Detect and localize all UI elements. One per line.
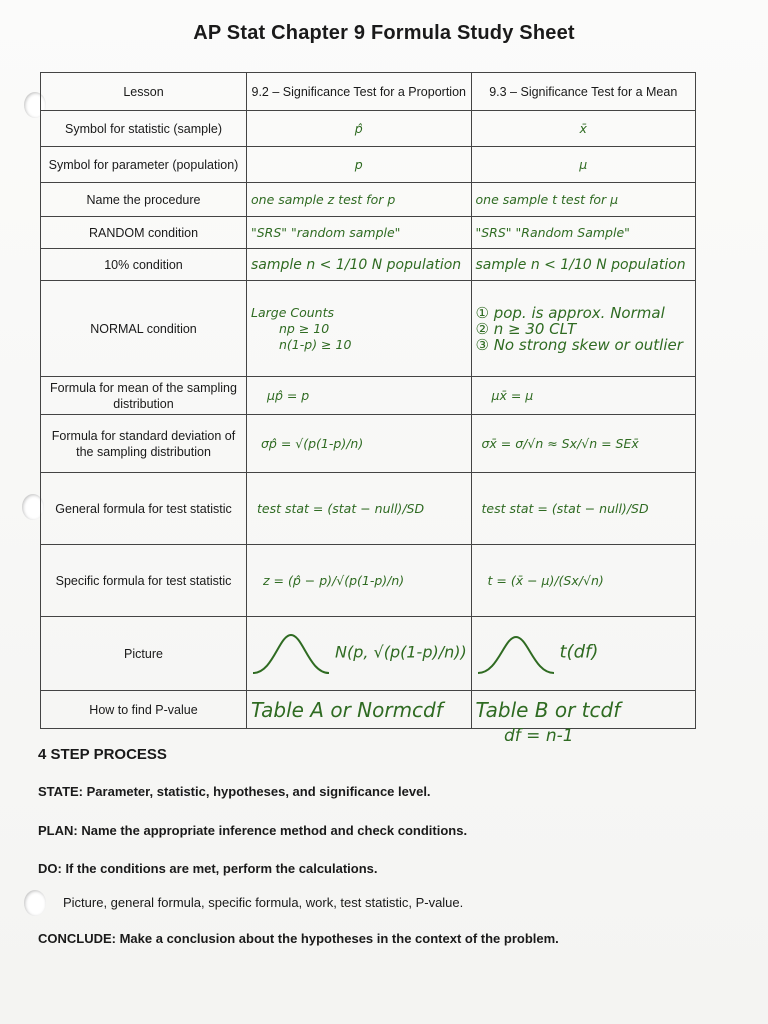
prop-mean-formula: μp̂ = p xyxy=(247,377,472,415)
t-curve-icon xyxy=(476,631,556,677)
step-do: DO: If the conditions are met, perform the calculations. xyxy=(38,861,378,876)
table-row xyxy=(41,691,696,729)
mean-statistic-symbol: x̄ xyxy=(471,111,696,147)
mean-random-condition: "SRS" "Random Sample" xyxy=(471,217,696,249)
header-lesson: Lesson xyxy=(41,73,247,111)
header-mean: 9.3 – Significance Test for a Mean xyxy=(471,73,696,111)
row-label: How to find P-value xyxy=(41,691,247,729)
step-state: STATE: Parameter, statistic, hypotheses, and significance level. xyxy=(38,784,431,799)
punch-hole xyxy=(24,890,46,916)
prop-specific-test-statistic: z = (p̂ − p)/√(p(1-p)/n) xyxy=(247,545,472,617)
mean-procedure: one sample t test for μ xyxy=(471,183,696,217)
row-label: Picture xyxy=(41,617,247,691)
mean-sd-formula: σx̄ = σ/√n ≈ Sx/√n = SEx̄ xyxy=(471,415,696,473)
table-row xyxy=(41,377,696,415)
table-row xyxy=(41,415,696,473)
normal-line: ② n ≥ 30 CLT xyxy=(475,319,577,338)
table-row xyxy=(41,111,696,147)
prop-parameter-symbol: p xyxy=(247,147,472,183)
normal-line: Large Counts xyxy=(251,304,334,320)
mean-parameter-symbol: μ xyxy=(471,147,696,183)
row-label: 10% condition xyxy=(41,249,247,281)
mean-10-percent-condition: sample n < 1/10 N population xyxy=(471,249,696,281)
mean-picture-label: t(df) xyxy=(559,641,599,662)
normal-line: np ≥ 10 xyxy=(279,320,330,336)
table-row xyxy=(41,217,696,249)
row-label: RANDOM condition xyxy=(41,217,247,249)
degrees-of-freedom-note: df = n-1 xyxy=(504,726,574,746)
row-label: Specific formula for test statistic xyxy=(41,545,247,617)
mean-pvalue-method: Table B or tcdf xyxy=(471,691,696,729)
row-label: Symbol for parameter (population) xyxy=(41,147,247,183)
formula-table xyxy=(40,72,696,729)
mean-specific-test-statistic: t = (x̄ − μ)/(Sx/√n) xyxy=(471,545,696,617)
table-row xyxy=(41,147,696,183)
row-label: NORMAL condition xyxy=(41,281,247,377)
mean-picture xyxy=(471,617,696,691)
prop-general-test-statistic: test stat = (stat − null)/SD xyxy=(247,473,472,545)
prop-random-condition: "SRS" "random sample" xyxy=(247,217,472,249)
table-row xyxy=(41,473,696,545)
step-do-detail: Picture, general formula, specific formula, work, test statistic, P-value. xyxy=(63,895,464,910)
steps-heading: 4 STEP PROCESS xyxy=(38,746,167,763)
table-row xyxy=(41,249,696,281)
table-row xyxy=(41,281,696,377)
normal-line: ① pop. is approx. Normal xyxy=(475,303,665,322)
row-label: Name the procedure xyxy=(41,183,247,217)
mean-general-test-statistic: test stat = (stat − null)/SD xyxy=(471,473,696,545)
row-label: Symbol for statistic (sample) xyxy=(41,111,247,147)
row-label: Formula for mean of the sampling distribution xyxy=(41,377,247,415)
prop-picture-label: N(p, √(p(1-p)/n)) xyxy=(334,642,467,661)
step-conclude: CONCLUDE: Make a conclusion about the hypotheses in the context of the problem. xyxy=(38,931,559,946)
step-plan: PLAN: Name the appropriate inference method and check conditions. xyxy=(38,823,468,838)
normal-curve-icon xyxy=(251,631,331,677)
page-title: AP Stat Chapter 9 Formula Study Sheet xyxy=(193,22,575,44)
normal-line: ③ No strong skew or outlier xyxy=(475,335,683,354)
row-label: Formula for standard deviation of the sampling distribution xyxy=(41,415,247,473)
mean-normal-condition xyxy=(471,281,696,377)
prop-picture xyxy=(247,617,472,691)
table-header-row xyxy=(41,73,696,111)
prop-normal-condition xyxy=(247,281,472,377)
header-proportion: 9.2 – Significance Test for a Proportion xyxy=(247,73,472,111)
prop-statistic-symbol: p̂ xyxy=(247,111,472,147)
prop-procedure: one sample z test for p xyxy=(247,183,472,217)
mean-mean-formula: μx̄ = μ xyxy=(471,377,696,415)
table-row xyxy=(41,183,696,217)
table-row xyxy=(41,545,696,617)
row-label: General formula for test statistic xyxy=(41,473,247,545)
prop-sd-formula: σp̂ = √(p(1-p)/n) xyxy=(247,415,472,473)
normal-line: n(1-p) ≥ 10 xyxy=(279,336,352,352)
prop-10-percent-condition: sample n < 1/10 N population xyxy=(247,249,472,281)
prop-pvalue-method: Table A or Normcdf xyxy=(247,691,472,729)
table-row xyxy=(41,617,696,691)
